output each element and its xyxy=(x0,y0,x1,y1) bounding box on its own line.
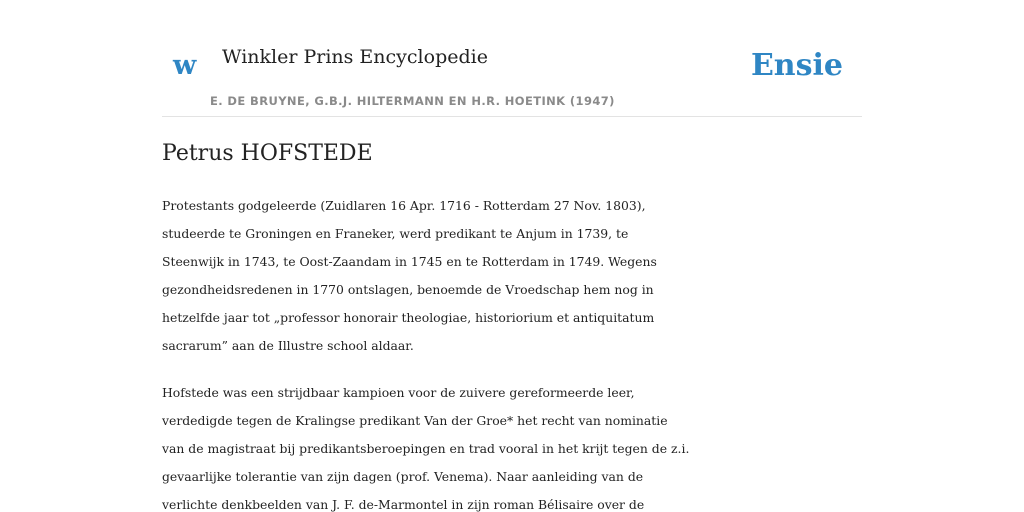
text-line: gevaarlijke tolerantie van zijn dagen (prof. Venema). Naar aanleiding van de xyxy=(162,469,644,484)
article-body xyxy=(162,192,872,512)
paragraph-2 xyxy=(162,379,872,512)
site-title[interactable]: Winkler Prins Encyclopedie xyxy=(222,46,488,68)
text-line: Steenwijk in 1743, te Oost-Zaandam in 1745 en te Rotterdam in 1749. Wegens xyxy=(162,254,657,269)
text-line: hetzelfde jaar tot „professor honorair theologiae, historiorium et antiquitatum xyxy=(162,310,655,325)
text-line: gezondheidsredenen in 1770 ontslagen, benoemde de Vroedschap hem nog in xyxy=(162,282,654,297)
text-line: studeerde te Groningen en Franeker, werd predikant te Anjum in 1739, te xyxy=(162,226,629,241)
article-title: Petrus HOFSTEDE xyxy=(162,141,373,166)
text-line: sacrarum” aan de Illustre school aldaar. xyxy=(162,338,414,353)
text-line: Protestants godgeleerde (Zuidlaren 16 Apr. 1716 - Rotterdam 27 Nov. 1803), xyxy=(162,198,646,213)
winkler-prins-logo[interactable]: w xyxy=(173,50,197,81)
text-line: Hofstede was een strijdbaar kampioen voor de zuivere gereformeerde leer, xyxy=(162,385,635,400)
authors-credit: E. DE BRUYNE, G.B.J. HILTERMANN EN H.R. HOETINK (1947) xyxy=(210,94,615,108)
paragraph-1 xyxy=(162,192,872,360)
ensie-brand-logo[interactable]: Ensie xyxy=(750,48,843,83)
text-line: verdedigde tegen de Kralingse predikant Van der Groe* het recht van nominatie xyxy=(162,413,668,428)
text-line: van de magistraat bij predikantsberoepingen en trad vooral in het krijt tegen de z.i. xyxy=(162,441,690,456)
site-header xyxy=(162,0,862,117)
text-line: verlichte denkbeelden van J. F. de-Marmontel in zijn roman Bélisaire over de xyxy=(162,497,645,512)
